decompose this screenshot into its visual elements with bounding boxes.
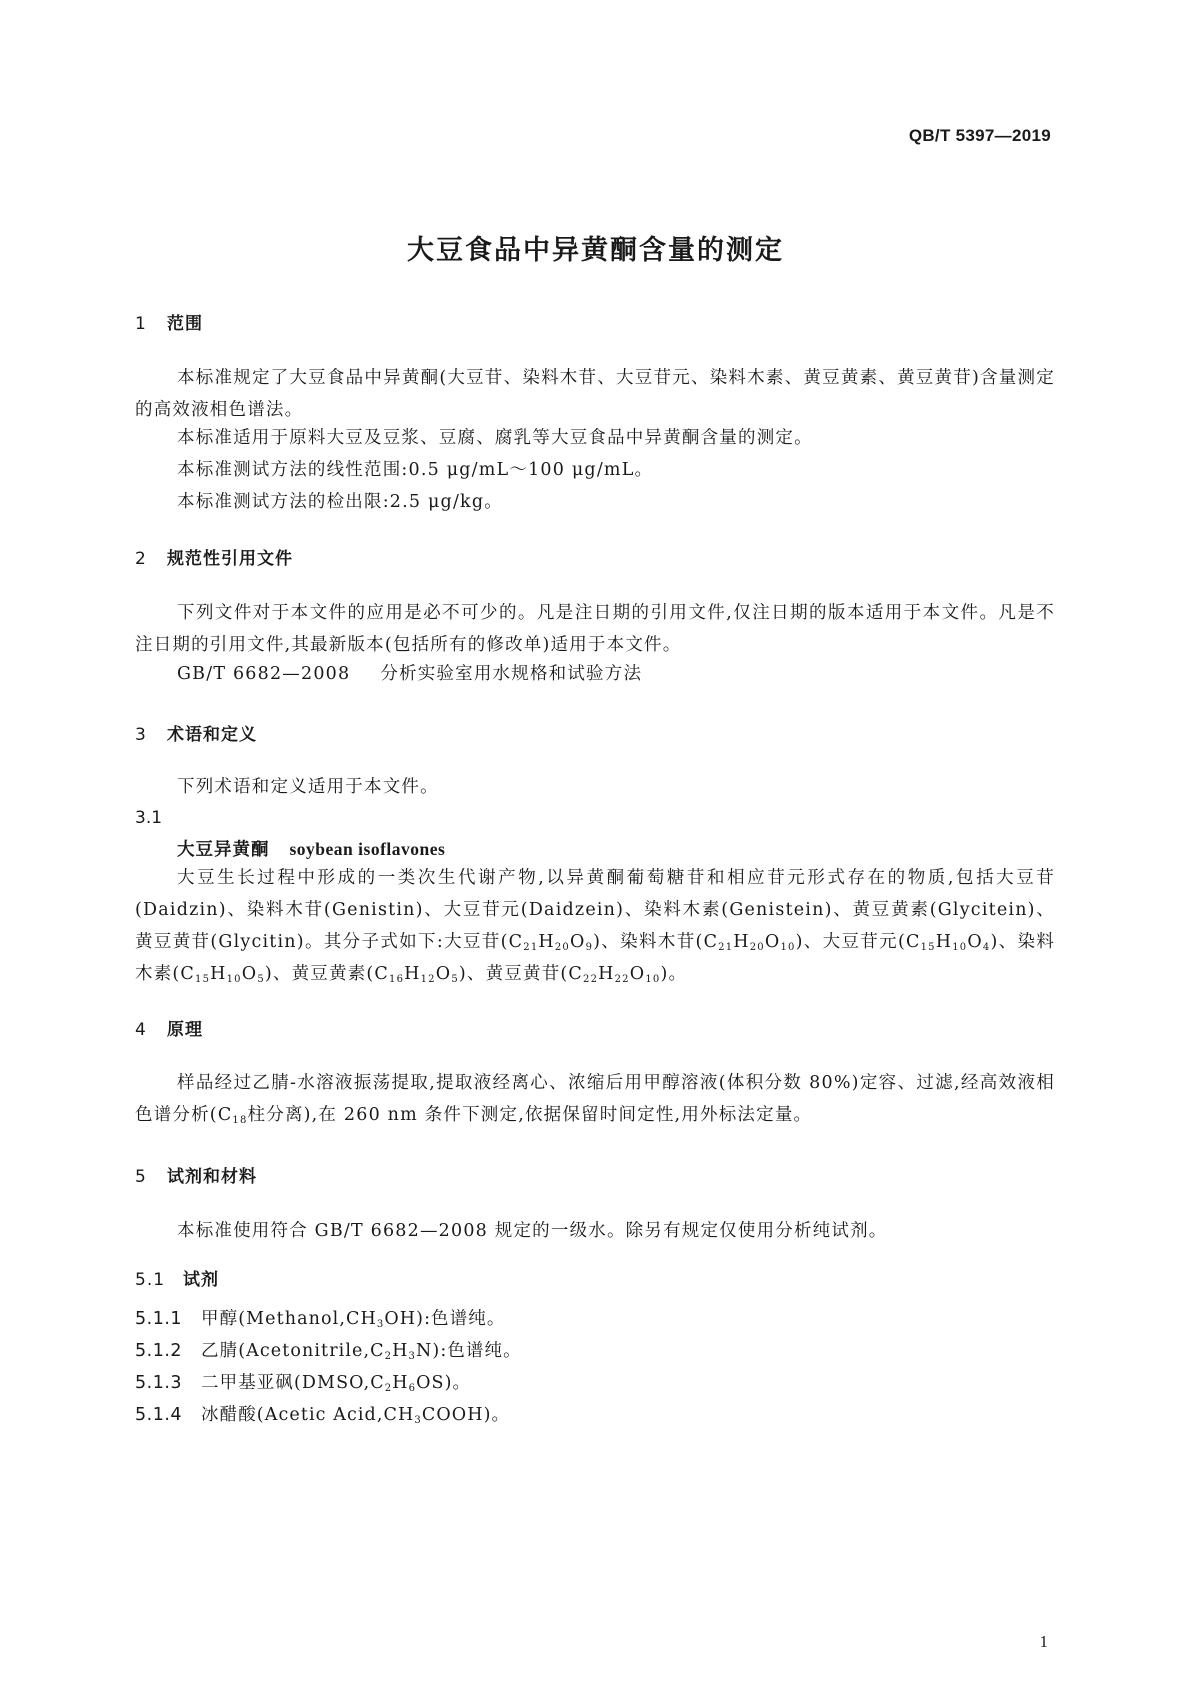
section-number: 2 — [135, 549, 147, 569]
reagent-item: 5.1.1 甲醇$(Methanol,CH_3OH)$:色谱纯。 — [135, 1309, 506, 1330]
subsection-number: 5.1 — [135, 1270, 166, 1290]
formula-daidzin: 大豆苷$(C_{21}H_{20}O_9)$ — [443, 932, 602, 953]
term-definition-text: 大豆生长过程中形成的一类次生代谢产物,以异黄酮葡萄糖苷和相应苷元形式存在的物质,包括大豆苷(Daidzin)、染料木苷(Genistin)、大豆苷元(Daidzein)、染料木素(Genistein)、黄豆黄素(Glycitein)、黄豆黄苷(Glycitin)。其分子式如下: — [135, 868, 1055, 952]
section-number: 4 — [135, 1020, 147, 1040]
term-definition: 大豆生长过程中形成的一类次生代谢产物,以异黄酮葡萄糖苷和相应苷元形式存在的物质,包括大豆苷(Daidzin)、染料木苷(Genistin)、大豆苷元(Daidzein)、染料木素(Genistein)、黄豆黄素(Glycitein)、黄豆黄苷(Glycitin)。其分子式如下:大豆苷$(C_{21}H_{20}O_9)$、染料木苷$(C_{21}H_{20}O_{10})$、大豆苷元$(C_{15}H_{10}O_4)$、染料木素$(C_{15}H_{10}O_5)$、黄豆黄素$(C_{16}H_{12}O_5)$、黄豆黄苷$(C_{22}H_{22}O_{10})$。 — [135, 868, 1056, 985]
section-4-heading — [135, 1015, 203, 1040]
section-3-heading — [135, 720, 257, 745]
section-title: 规范性引用文件 — [167, 549, 293, 569]
section-2-heading — [135, 544, 293, 569]
section-number: 5 — [135, 1167, 147, 1187]
terms-intro: 下列术语和定义适用于本文件。 — [177, 777, 439, 797]
subsection-title: 试剂 — [183, 1270, 219, 1290]
section-title: 试剂和材料 — [167, 1167, 257, 1187]
section-5-heading — [135, 1162, 257, 1187]
section-title: 范围 — [167, 314, 203, 334]
section-title: 术语和定义 — [167, 725, 257, 745]
reference-title: 分析实验室用水规格和试验方法 — [380, 664, 643, 684]
formula-glycitein: 黄豆黄素$(C_{16}H_{12}O_5)$ — [291, 964, 467, 985]
normative-references-paragraph: 下列文件对于本文件的应用是必不可少的。凡是注日期的引用文件,仅注日期的版本适用于本文件。凡是不注日期的引用文件,其最新版本(包括所有的修改单)适用于本文件。 — [135, 603, 1055, 655]
subsection-5-1-heading — [135, 1265, 219, 1290]
section-number: 3 — [135, 725, 147, 745]
reagent-item: 5.1.2 乙腈$(Acetonitrile,C_2H_3N)$:色谱纯。 — [135, 1341, 522, 1362]
section-1-heading — [135, 309, 203, 334]
scope-paragraph-2: 本标准适用于原料大豆及豆浆、豆腐、腐乳等大豆食品中异黄酮含量的测定。 — [177, 428, 813, 448]
page-number: 1 — [1039, 1632, 1048, 1651]
section-title: 原理 — [167, 1020, 203, 1040]
reagent-item: 5.1.3 二甲基亚砜$(DMSO,C_2H_6OS)$。 — [135, 1373, 472, 1394]
standard-code: QB/T 5397—2019 — [908, 126, 1051, 145]
document-title: 大豆食品中异黄酮含量的测定 — [407, 235, 784, 266]
section-number: 1 — [135, 314, 147, 334]
term-number: 3.1 — [135, 808, 163, 828]
reference-entry — [177, 660, 642, 685]
term-heading — [177, 836, 445, 861]
reagent-item: 5.1.4 冰醋酸(Acetic $Acid,CH_3COOH$)。 — [135, 1405, 511, 1426]
scope-paragraph-1: 本标准规定了大豆食品中异黄酮(大豆苷、染料木苷、大豆苷元、染料木素、黄豆黄素、黄豆黄苷)含量测定的高效液相色谱法。 — [135, 368, 1055, 420]
term-english: soybean isoflavones — [289, 839, 446, 859]
formula-glycitin: 黄豆黄苷$(C_{22}H_{22}O_{10})$ — [485, 964, 669, 985]
reagents-intro: 本标准使用符合 GB/T 6682—2008 规定的一级水。除另有规定仅使用分析纯试剂。 — [177, 1221, 888, 1241]
principle-paragraph: 样品经过乙腈-水溶液振荡提取,提取液经离心、浓缩后用甲醇溶液(体积分数 80%)定容、过滤,经高效液相色谱分析($C_{18}$柱分离),在 260 nm 条件下测定,依据保留时间定性,用外标法定量。 — [135, 1073, 1055, 1126]
term-chinese: 大豆异黄酮 — [177, 840, 270, 860]
reference-code: GB/T 6682—2008 — [177, 664, 351, 684]
formula-genistin: 染料木苷$(C_{21}H_{20}O_{10})$ — [620, 932, 804, 953]
scope-detection-limit: 本标准测试方法的检出限:2.5 μg/kg。 — [177, 492, 503, 512]
formula-genistein: 染料木素$(C_{15}H_{10}O_5)$ — [135, 932, 1056, 985]
formula-daidzein: 大豆苷元$(C_{15}H_{10}O_4)$ — [822, 932, 999, 953]
scope-linear-range: 本标准测试方法的线性范围:0.5 μg/mL～100 μg/mL。 — [177, 460, 654, 480]
